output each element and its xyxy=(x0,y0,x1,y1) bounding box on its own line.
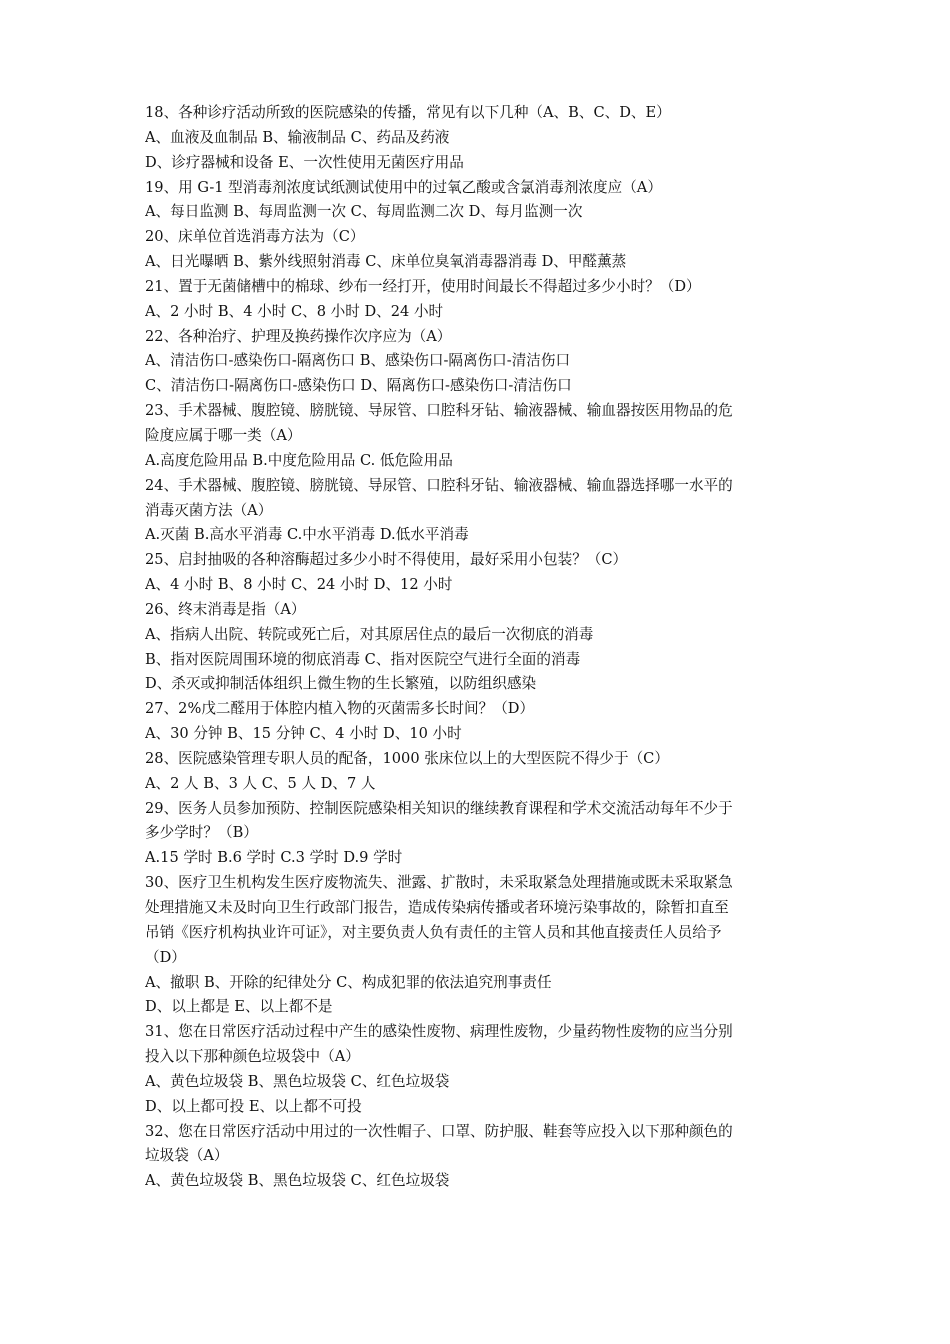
text-line: B、指对医院周围环境的彻底消毒 C、指对医院空气进行全面的消毒 xyxy=(145,650,581,668)
question-list xyxy=(145,101,825,1194)
text-line: A、30 分钟 B、15 分钟 C、4 小时 D、10 小时 xyxy=(145,725,462,743)
text-line: A、4 小时 B、8 小时 C、24 小时 D、12 小时 xyxy=(145,576,453,594)
text-line: 32、您在日常医疗活动中用过的一次性帽子、口罩、防护服、鞋套等应投入以下那种颜色的 xyxy=(145,1122,733,1140)
text-line: 18、各种诊疗活动所致的医院感染的传播，常见有以下几种（A、B、C、D、E） xyxy=(145,104,671,121)
text-line: A、血液及血制品 B、输液制品 C、药品及药液 xyxy=(145,128,450,146)
text-line: A、每日监测 B、每周监测一次 C、每周监测二次 D、每月监测一次 xyxy=(145,203,583,221)
text-line: A、指病人出院、转院或死亡后，对其原居住点的最后一次彻底的消毒 xyxy=(145,625,594,643)
text-line: D、以上都可投 E、以上都不可投 xyxy=(145,1097,362,1115)
text-line: 消毒灭菌方法（A） xyxy=(145,501,273,519)
text-line: （D） xyxy=(145,948,186,966)
text-line: C、清洁伤口-隔离伤口-感染伤口 D、隔离伤口-感染伤口-清洁伤口 xyxy=(145,377,572,395)
text-line: 险度应属于哪一类（A） xyxy=(145,426,302,444)
text-line: 投入以下那种颜色垃圾袋中（A） xyxy=(145,1048,360,1066)
text-line: A.15 学时 B.6 学时 C.3 学时 D.9 学时 xyxy=(145,849,403,867)
text-line: 29、医务人员参加预防、控制医院感染相关知识的继续教育课程和学术交流活动每年不少于 xyxy=(145,799,733,817)
text-line: D、以上都是 E、以上都不是 xyxy=(145,998,333,1016)
text-line: A、清洁伤口-感染伤口-隔离伤口 B、感染伤口-隔离伤口-清洁伤口 xyxy=(145,352,571,370)
text-line: 24、手术器械、腹腔镜、膀胱镜、导尿管、口腔科牙钻、输液器械、输血器选择哪一水平的 xyxy=(145,476,733,494)
text-line: A、撤职 B、开除的纪律处分 C、构成犯罪的依法追究刑事责任 xyxy=(145,973,552,991)
text-line: D、杀灭或抑制活体组织上微生物的生长繁殖，以防组织感染 xyxy=(145,675,537,693)
text-line: 27、2%戊二醛用于体腔内植入物的灭菌需多长时间？（D） xyxy=(145,700,535,718)
text-line: 20、床单位首选消毒方法为（C） xyxy=(145,228,365,246)
text-line: 28、医院感染管理专职人员的配备，1000 张床位以上的大型医院不得少于（C） xyxy=(145,749,669,767)
text-line: 吊销《医疗机构执业许可证》，对主要负责人负有责任的主管人员和其他直接责任人员给予 xyxy=(145,923,722,941)
text-line: 垃圾袋（A） xyxy=(145,1147,229,1165)
text-line: A、日光曝晒 B、紫外线照射消毒 C、床单位臭氧消毒器消毒 D、甲醛薰蒸 xyxy=(145,253,627,271)
text-line: D、诊疗器械和设备 E、一次性使用无菌医疗用品 xyxy=(145,153,464,171)
text-line: 30、医疗卫生机构发生医疗废物流失、泄露、扩散时，未采取紧急处理措施或既未采取紧急 xyxy=(145,874,733,892)
text-line: 22、各种治疗、护理及换药操作次序应为（A） xyxy=(145,327,452,345)
text-line: 25、启封抽吸的各种溶酶超过多少小时不得使用，最好采用小包装？（C） xyxy=(145,551,628,569)
text-line: 19、用 G-1 型消毒剂浓度试纸测试使用中的过氧乙酸或含氯消毒剂浓度应（A） xyxy=(145,178,662,196)
text-line: 26、终末消毒是指（A） xyxy=(145,600,306,618)
text-line: 多少学时？（B） xyxy=(145,824,258,842)
text-line: 21、置于无菌储槽中的棉球、纱布一经打开，使用时间最长不得超过多少小时？（D） xyxy=(145,277,701,295)
text-line: 处理措施又未及时向卫生行政部门报告，造成传染病传播或者环境污染事故的，除暂扣直至 xyxy=(145,899,729,916)
text-line: 23、手术器械、腹腔镜、膀胱镜、导尿管、口腔科牙钻、输液器械、输血器按医用物品的危 xyxy=(145,402,733,420)
text-line: A、2 小时 B、4 小时 C、8 小时 D、24 小时 xyxy=(145,302,444,320)
text-line: A.高度危险用品 B.中度危险用品 C. 低危险用品 xyxy=(145,451,453,469)
text-line: A.灭菌 B.高水平消毒 C.中水平消毒 D.低水平消毒 xyxy=(145,526,469,544)
text-line: A、黄色垃圾袋 B、黑色垃圾袋 C、红色垃圾袋 xyxy=(145,1072,450,1090)
text-line: A、黄色垃圾袋 B、黑色垃圾袋 C、红色垃圾袋 xyxy=(145,1172,450,1190)
text-line: A、2 人 B、3 人 C、5 人 D、7 人 xyxy=(145,774,376,792)
text-line: 31、您在日常医疗活动过程中产生的感染性废物、病理性废物，少量药物性废物的应当分别 xyxy=(145,1023,733,1041)
